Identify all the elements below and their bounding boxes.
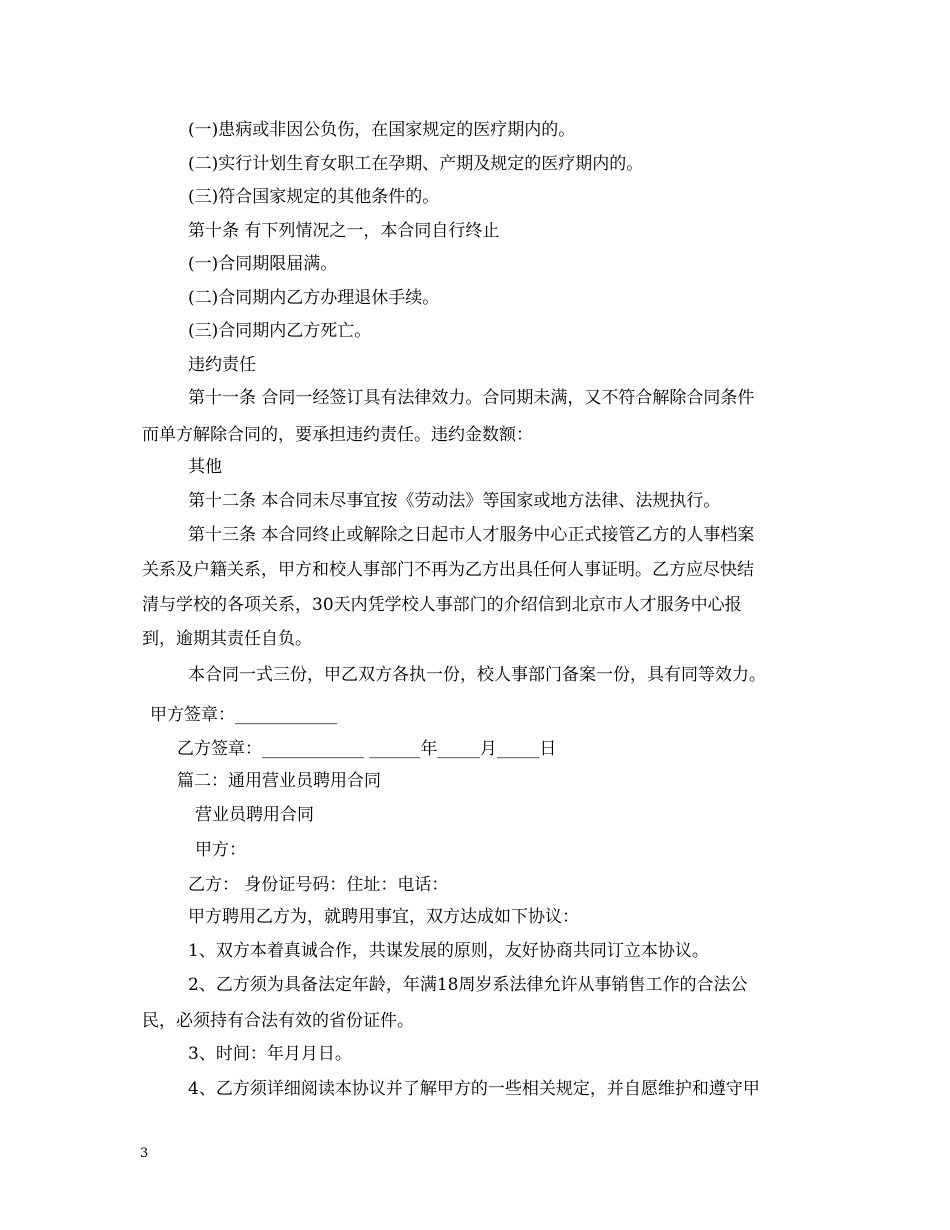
section-heading: 违约责任 — [188, 355, 256, 375]
section-heading: 第十条 有下列情况之一，本合同自行终止 — [188, 221, 500, 241]
text-line: 民，必须持有合法有效的省份证件。 — [142, 1011, 414, 1031]
text-line: (一)合同期限届满。 — [188, 254, 338, 274]
party-b-signature-date: 乙方签章：____________ ______年_____月_____日 — [177, 739, 557, 759]
text-line: 3、时间：年月月日。 — [188, 1044, 352, 1064]
text-line: (一)患病或非因公负伤，在国家规定的医疗期内的。 — [188, 120, 576, 140]
text-line: 本合同一式三份，甲乙双方各执一份，校人事部门备案一份，具有同等效力。 — [188, 665, 766, 685]
text-line: 2、乙方须为具备法定年龄，年满18周岁系法律允许从事销售工作的合法公 — [188, 975, 748, 995]
text-line: 1、双方本着真诚合作，共谋发展的原则，友好协商共同订立本协议。 — [188, 941, 709, 961]
party-b-fields: 乙方： 身份证号码：住址：电话： — [188, 875, 449, 895]
text-line: (三)符合国家规定的其他条件的。 — [188, 187, 440, 207]
text-line: 第十一条 合同一经签订具有法律效力。合同期未满，又不符合解除合同条件 — [188, 388, 755, 408]
text-line: 第十二条 本合同未尽事宜按《劳动法》等国家或地方法律、法规执行。 — [188, 491, 721, 511]
chapter-title: 篇二：通用营业员聘用合同 — [177, 771, 381, 791]
text-line: (三)合同期内乙方死亡。 — [188, 321, 372, 341]
page-number: 3 — [140, 1146, 149, 1161]
text-line: 关系及户籍关系，甲方和校人事部门不再为乙方出具任何人事证明。乙方应尽快结 — [142, 560, 754, 580]
text-line: 而单方解除合同的，要承担违约责任。违约金数额： — [142, 425, 533, 445]
section-heading: 其他 — [188, 457, 222, 477]
text-line: 清与学校的各项关系，30天内凭学校人事部门的介绍信到北京市人才服务中心报 — [142, 595, 742, 615]
text-line: 4、乙方须详细阅读本协议并了解甲方的一些相关规定，并自愿维护和遵守甲 — [188, 1079, 760, 1099]
text-line: (二)合同期内乙方办理退休手续。 — [188, 288, 440, 308]
contract-title: 营业员聘用合同 — [195, 805, 314, 825]
text-line: 第十三条 本合同终止或解除之日起市人才服务中心正式接管乙方的人事档案 — [188, 525, 755, 545]
text-line: 甲方聘用乙方为，就聘用事宜，双方达成如下协议： — [188, 907, 579, 927]
party-a-signature: 甲方签章：____________ — [150, 705, 337, 725]
text-line: (二)实行计划生育女职工在孕期、产期及规定的医疗期内的。 — [188, 154, 644, 174]
text-line: 到，逾期其责任自负。 — [142, 629, 312, 649]
party-a-field: 甲方： — [195, 840, 246, 860]
